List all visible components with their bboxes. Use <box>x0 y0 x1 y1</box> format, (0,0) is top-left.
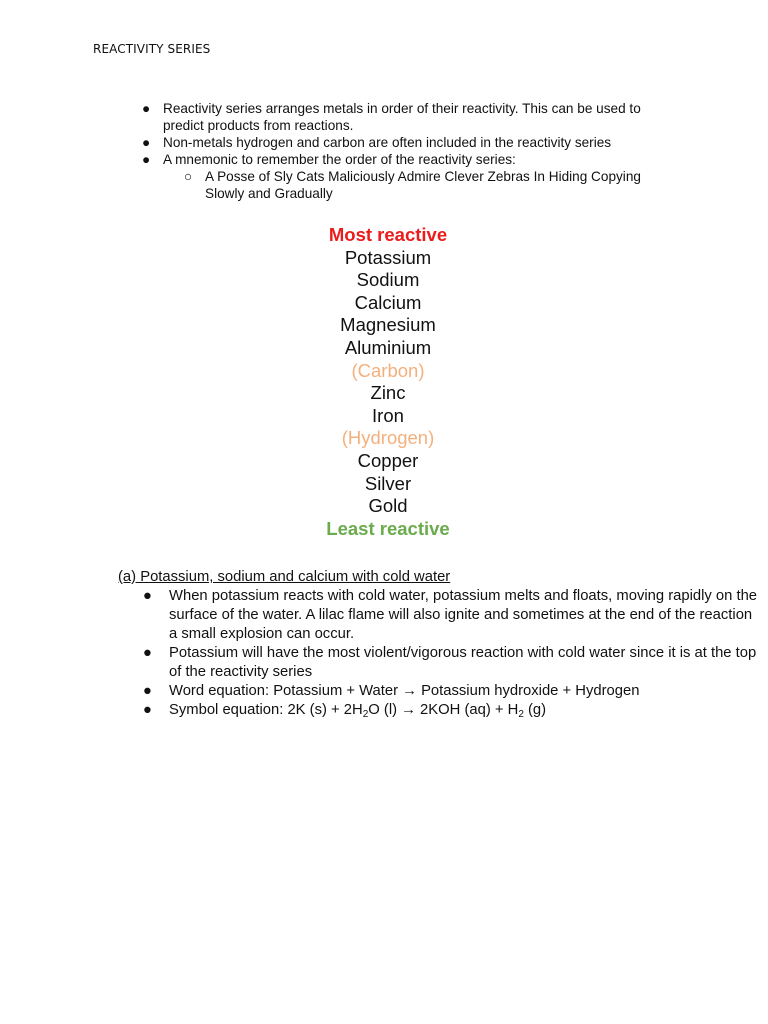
bullet-text: When potassium reacts with cold water, potassium melts and floats, moving rapidly on the surface of the water. A lilac flame will also ignite and sometimes at the end of the reaction a small explosion can occur. <box>169 588 758 642</box>
series-item-hydrogen: (Hydrogen) <box>341 427 435 449</box>
list-item <box>140 151 680 168</box>
document-header: REACTIVITY SERIES <box>93 42 211 56</box>
list-item <box>140 100 680 134</box>
list-item <box>142 682 758 701</box>
series-item-calcium: Calcium <box>354 291 422 313</box>
bullet-icon: ● <box>143 683 152 699</box>
series-item-sodium: Sodium <box>356 269 420 291</box>
hollow-bullet-icon: ○ <box>184 169 193 184</box>
bullet-icon: ● <box>143 588 152 604</box>
bullet-icon: ● <box>143 702 152 718</box>
series-item-iron: Iron <box>372 404 404 426</box>
series-item-aluminium: Aluminium <box>344 336 432 358</box>
list-item <box>140 134 680 151</box>
subscript: 2 <box>518 709 524 720</box>
list-item <box>142 701 758 720</box>
bullet-icon: ● <box>142 152 151 167</box>
symbol-equation <box>169 702 546 718</box>
list-item <box>142 644 758 682</box>
equation-part: (g) <box>523 702 547 718</box>
bullet-icon: ● <box>142 101 151 116</box>
series-item-silver: Silver <box>364 472 412 494</box>
intro-bullet-list <box>140 100 680 202</box>
section-heading: (a) Potassium, sodium and calcium with cold water <box>118 569 451 585</box>
series-item-carbon: (Carbon) <box>351 359 425 381</box>
series-item-potassium: Potassium <box>344 246 432 268</box>
series-item-magnesium: Magnesium <box>340 314 436 336</box>
list-item <box>142 587 758 644</box>
mnemonic-item <box>184 168 680 202</box>
bullet-text: A mnemonic to remember the order of the reactivity series: <box>163 152 516 167</box>
equation-part: Symbol equation: 2K (s) + 2H <box>169 702 363 718</box>
series-item-zinc: Zinc <box>370 382 406 404</box>
bullet-text: Potassium will have the most violent/vigorous reaction with cold water since it is at the top of the reactivity series <box>169 645 757 680</box>
word-equation: Word equation: Potassium + Water → Potassium hydroxide + Hydrogen <box>169 683 640 699</box>
equation-part: O (l) → 2KOH (aq) + H <box>368 702 519 718</box>
section-a <box>118 568 758 720</box>
series-item-gold: Gold <box>368 495 408 517</box>
least-reactive-label: Least reactive <box>326 517 450 539</box>
most-reactive-label: Most reactive <box>328 224 448 245</box>
bullet-icon: ● <box>143 645 152 661</box>
reactivity-series-list <box>288 224 488 540</box>
mnemonic-sub-list <box>140 168 680 202</box>
series-item-copper: Copper <box>357 449 419 471</box>
bullet-text: Non-metals hydrogen and carbon are often included in the reactivity series <box>163 135 612 150</box>
mnemonic-text: A Posse of Sly Cats Maliciously Admire Clever Zebras In Hiding Copying Slowly and Gradually <box>205 169 641 201</box>
bullet-text: Reactivity series arranges metals in order of their reactivity. This can be used to predict products from reactions. <box>163 101 641 133</box>
subscript: 2 <box>362 709 369 720</box>
bullet-icon: ● <box>142 135 151 150</box>
